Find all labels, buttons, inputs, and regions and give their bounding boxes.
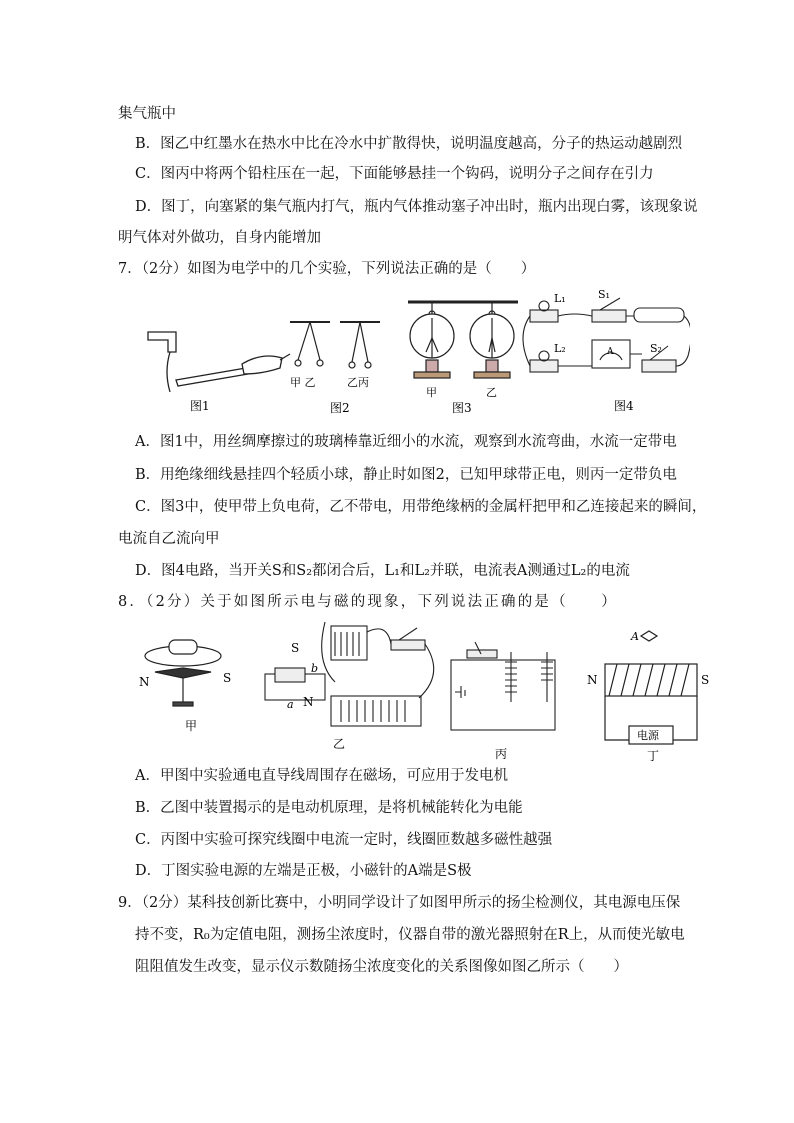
- q8-ding-solenoid-illustration: [605, 631, 697, 744]
- q9-stem-line3: 阻阻值发生改变，显示仪示数随扬尘浓度变化的关系图像如图乙所示（ ）: [135, 959, 628, 975]
- q7-fig4-ammeter: A: [607, 347, 614, 357]
- q7-fig2-label-a: 甲 乙: [290, 376, 316, 389]
- q7-fig3-label: 图3: [452, 401, 472, 415]
- q7-fig4-l1: L₁: [554, 292, 566, 305]
- q8-ding-s: S: [701, 673, 710, 687]
- q7-fig2-balls-illustration: [290, 322, 380, 368]
- q8-ding-a: A: [631, 630, 639, 643]
- q7-fig4-l2: L₂: [554, 342, 566, 355]
- q8-jia-n: N: [139, 675, 150, 689]
- q9-stem-line2: 持不变，R₀为定值电阻，测扬尘浓度时，仪器自带的激光器照射在R上，从而使光敏电: [135, 927, 685, 943]
- q7-fig4-label: 图4: [614, 399, 634, 413]
- q7-option-b: B．用绝缘细线悬挂四个轻质小球，静止时如图2，已知甲球带正电，则丙一定带负电: [135, 467, 677, 483]
- q7-fig4-circuit-illustration: [523, 298, 690, 372]
- q8-ding-n: N: [587, 673, 598, 687]
- q8-figures: [135, 612, 715, 764]
- q8-yi-a: a: [287, 698, 294, 711]
- q6-option-c: C．图丙中将两个铅柱压在一起，下面能够悬挂一个钩码，说明分子之间存在引力: [135, 166, 654, 182]
- q8-bing-electromagnet-illustration: [451, 642, 555, 730]
- q8-jia-label: 甲: [185, 719, 198, 733]
- q8-option-c: C．丙图中实验可探究线圈中电流一定时，线圈匝数越多磁性越强: [135, 832, 553, 848]
- q7-stem: 7．（2分）如图为电学中的几个实验，下列说法正确的是（ ）: [118, 261, 536, 277]
- q8-jia-s: S: [223, 671, 232, 685]
- q7-fig1-faucet-illustration: [148, 332, 290, 392]
- q6-option-b: B．图乙中红墨水在热水中比在冷水中扩散得快，说明温度越高，分子的热运动越剧烈: [135, 136, 683, 152]
- q7-fig2-label: 图2: [330, 401, 350, 415]
- q8-ding-label: 丁: [647, 749, 660, 763]
- q8-jia-compass-illustration: [145, 640, 221, 706]
- q8-bing-label: 丙: [495, 747, 508, 761]
- q6-option-d-line2: 明气体对外做功，自身内能增加: [118, 230, 321, 246]
- q7-fig2-label-b: 乙丙: [347, 376, 369, 389]
- q7-fig3-jia-label: 甲: [426, 386, 437, 399]
- q7-option-a: A．图1中，用丝绸摩擦过的玻璃棒靠近细小的水流，观察到水流弯曲，水流一定带电: [135, 434, 677, 450]
- q8-option-b: B．乙图中装置揭示的是电动机原理，是将机械能转化为电能: [135, 800, 523, 816]
- q8-ding-power-label: 电源: [637, 729, 659, 742]
- q7-option-c-line1: C．图3中，使甲带上负电荷，乙不带电，用带绝缘柄的金属杆把甲和乙连接起来的瞬间，: [135, 499, 707, 515]
- q7-fig3-yi-label: 乙: [486, 386, 497, 399]
- q7-option-d: D．图4电路，当开关S和S₂都闭合后，L₁和L₂并联，电流表A测通过L₂的电流: [135, 563, 630, 579]
- q6-option-d-line1: D．图丁，向塞紧的集气瓶内打气，瓶内气体推动塞子冲出时，瓶内出现白雾，该现象说: [135, 199, 698, 215]
- q7-fig4-s2: S₂: [650, 342, 662, 355]
- q7-fig4-s1: S₁: [598, 288, 610, 301]
- q7-option-c-line2: 电流自乙流向甲: [118, 531, 220, 547]
- q7-figures: [130, 288, 690, 418]
- q8-option-d: D．丁图实验电源的左端是正极，小磁针的A端是S极: [135, 863, 472, 879]
- q9-stem-line1: 9．（2分）某科技创新比赛中，小明同学设计了如图甲所示的扬尘检测仪，其电源电压保: [118, 895, 681, 911]
- q8-yi-s: S: [291, 641, 300, 655]
- q7-fig1-label: 图1: [190, 399, 210, 413]
- q8-yi-label: 乙: [333, 737, 346, 751]
- q6-continuation: 集气瓶中: [118, 106, 176, 122]
- q7-fig3-electroscopes-illustration: [408, 302, 518, 378]
- q8-stem: 8．（2分）关于如图所示电与磁的现象，下列说法正确的是（ ）: [118, 594, 618, 610]
- q8-yi-n: N: [303, 695, 314, 709]
- q8-option-a: A．甲图中实验通电直导线周围存在磁场，可应用于发电机: [135, 768, 508, 784]
- q8-yi-b: b: [311, 662, 319, 675]
